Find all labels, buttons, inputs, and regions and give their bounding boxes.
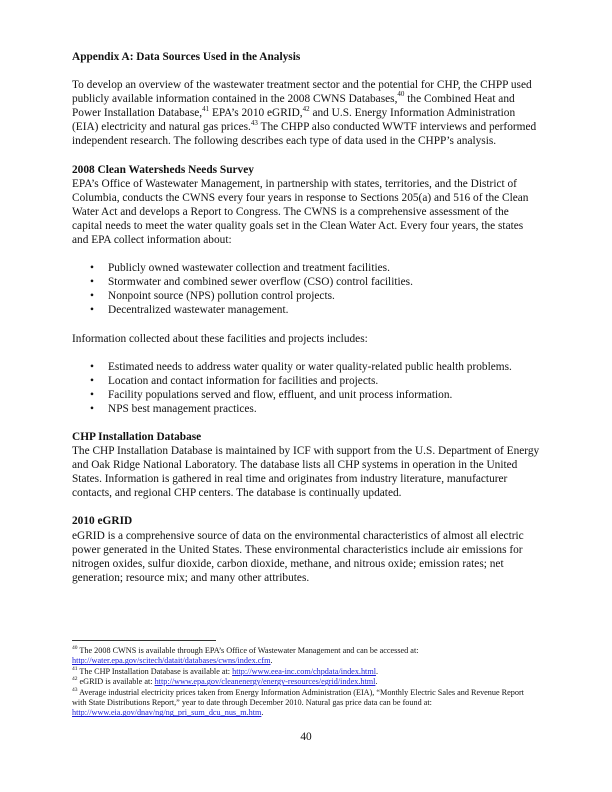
footnote-ref-41[interactable]: 41 — [202, 104, 210, 113]
footnote-text: Average industrial electricity prices taken from Energy Information Administration (EIA), “Monthly Electric Sales and Revenue Report with State Distributions Report,” year to date through December 2010. Natural gas price data can be found at: — [72, 687, 524, 708]
footnote-text: The 2008 CWNS is available through EPA’s Office of Wastewater Management and can be accessed at: — [77, 646, 419, 655]
footnote-link[interactable]: http://water.epa.gov/scitech/datait/databases/cwns/index.cfm — [72, 656, 271, 666]
footnote-ref-40[interactable]: 40 — [397, 90, 405, 99]
footnote-punct: . — [261, 708, 264, 718]
footnote-number: 42 — [72, 676, 78, 683]
list-item: • NPS best management practices. — [72, 402, 540, 416]
cwns-info-paragraph: Information collected about these facilities and projects includes: — [72, 332, 368, 345]
footnote-link[interactable]: http://www.eia.gov/dnav/ng/ng_pri_sum_dcu_nus_m.htm — [72, 708, 262, 718]
page-number: 40 — [300, 731, 312, 743]
footnote-number: 41 — [72, 666, 78, 673]
intro-text-2: the Combined Heat and Power Installation Database, — [72, 93, 515, 120]
footnote-text: eGRID is available at: — [77, 677, 155, 687]
cwns-paragraph: EPA’s Office of Wastewater Management, in partnership with states, territories, and the District of Columbia, conducts the CWNS every four years in response to Sections 205(a) and 516 of the Clean Water Act and develops a Report to Congress. The CWNS is a comprehensive assessment of the capital needs to meet the water quality goals set in the Clean Water Act. Every four years, the states and EPA collect information about: — [72, 177, 529, 247]
footnote-43 — [72, 688, 540, 719]
list-item: • Stormwater and combined sewer overflow (CSO) control facilities. — [72, 275, 540, 289]
footnote-link[interactable]: http://www.epa.gov/cleanenergy/energy-resources/egrid/index.html — [154, 677, 376, 687]
footnote-punct: . — [270, 656, 273, 666]
footnote-punct: . — [375, 677, 378, 687]
footnote-40 — [72, 646, 540, 667]
egrid-heading: 2010 eGRID — [72, 515, 133, 528]
footnote-ref-42[interactable]: 42 — [302, 104, 310, 113]
chp-database-paragraph: The CHP Installation Database is maintained by ICF with support from the U.S. Department of Energy and Oak Ridge National Laboratory. The database lists all CHP systems in operation in the United States. Information is gathered in real time and originates from industry literature, manufacturer contacts, and regional CHP centers. The database is continually updated. — [72, 445, 540, 500]
egrid-paragraph: eGRID is a comprehensive source of data on the environmental characteristics of almost all electric power generated in the United States. These environmental characteristics include air emissions for nitrogen oxides, sulfur dioxide, carbon dioxide, methane, and nitrous oxide; emission rates; net generation; resource mix; and many other attributes. — [72, 529, 524, 584]
appendix-title: Appendix A: Data Sources Used in the Analysis — [72, 51, 301, 63]
footnote-ref-43[interactable]: 43 — [250, 118, 258, 127]
list-item: • Location and contact information for facilities and projects. — [72, 374, 540, 388]
footnote-number: 43 — [72, 686, 78, 693]
list-item: • Publicly owned wastewater collection and treatment facilities. — [72, 261, 540, 275]
cwns-heading: 2008 Clean Watersheds Needs Survey — [72, 163, 254, 176]
page-body — [72, 50, 540, 599]
footnote-number: 40 — [72, 645, 78, 652]
intro-text-1: To develop an overview of the wastewater treatment sector and the potential for CHP, the CHPP used publicly available information contained in the 2008 CWNS Databases, — [72, 79, 532, 106]
intro-text-3: EPA’s 2010 eGRID, — [209, 107, 303, 120]
list-item: • Facility populations served and flow, effluent, and unit process information. — [72, 388, 540, 402]
footnote-text: The CHP Installation Database is available at: — [77, 666, 233, 676]
footnote-42 — [72, 677, 540, 687]
cwns-bullet-list — [72, 261, 540, 317]
chp-database-heading: CHP Installation Database — [72, 430, 202, 443]
list-item: • Nonpoint source (NPS) pollution control projects. — [72, 289, 540, 303]
footnote-divider — [72, 640, 216, 641]
footnote-link[interactable]: http://www.eea-inc.com/chpdata/index.html — [232, 666, 376, 676]
intro-text-4: and U.S. Energy Information Administration (EIA) electricity and natural gas prices. — [72, 107, 516, 134]
footnotes-section — [72, 640, 540, 719]
list-item: • Estimated needs to address water quality or water quality-related public health problems. — [72, 360, 540, 374]
intro-text-5: The CHPP also conducted WWTF interviews and performed independent research. The following describes each type of data used in the CHPP’s analysis. — [72, 121, 537, 148]
cwns-info-bullet-list — [72, 360, 540, 416]
footnote-41 — [72, 667, 540, 677]
intro-paragraph — [72, 78, 540, 148]
list-item: • Decentralized wastewater management. — [72, 303, 540, 317]
footnote-punct: . — [375, 666, 379, 676]
